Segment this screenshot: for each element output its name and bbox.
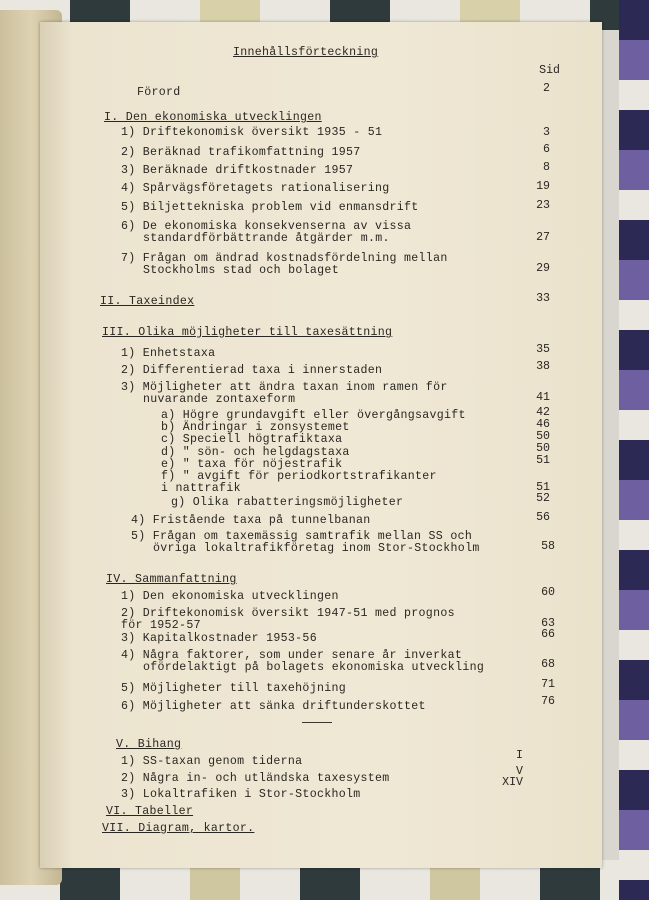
toc-entry-page: 38 bbox=[536, 360, 550, 373]
section-heading: IV. Sammanfattning bbox=[106, 573, 237, 586]
toc-entry: 2) Några in- och utländska taxesystem bbox=[121, 772, 390, 785]
toc-entry-page: 68 bbox=[541, 658, 555, 671]
toc-entry-page: 56 bbox=[536, 511, 550, 524]
toc-subentry: a) Högre grundavgift eller övergångsavgift bbox=[161, 409, 466, 422]
toc-entry: 1) Driftekonomisk översikt 1935 - 51 bbox=[121, 126, 383, 139]
toc-entry: 5) Frågan om taxemässig samtrafik mellan SS och bbox=[131, 530, 473, 543]
toc-entry-page: 60 bbox=[541, 586, 555, 599]
toc-entry: 2) Beräknad trafikomfattning 1957 bbox=[121, 146, 361, 159]
toc-entry: 2) Differentierad taxa i innerstaden bbox=[121, 364, 383, 377]
toc-entry-continuation: standardförbättrande åtgärder m.m. bbox=[143, 232, 390, 245]
toc-subentry: e) " taxa för nöjestrafik bbox=[161, 458, 343, 471]
toc-entry-page: 27 bbox=[536, 231, 550, 244]
toc-entry: 4) Spårvägsföretagets rationalisering bbox=[121, 182, 390, 195]
toc-entry-page: 8 bbox=[543, 161, 550, 174]
section-heading: III. Olika möjligheter till taxesättning bbox=[102, 326, 393, 339]
toc-entry: 3) Kapitalkostnader 1953-56 bbox=[121, 632, 317, 645]
toc-entry-page: 35 bbox=[536, 343, 550, 356]
toc-subentry-page: 42 bbox=[536, 406, 550, 419]
section-heading: V. Bihang bbox=[116, 738, 182, 751]
toc-entry-page: 76 bbox=[541, 695, 555, 708]
toc-entry-page: V bbox=[516, 765, 523, 778]
toc-entry-page: 66 bbox=[541, 628, 555, 641]
toc-entry: 1) Den ekonomiska utvecklingen bbox=[121, 590, 339, 603]
toc-entry-page: I bbox=[516, 749, 523, 762]
toc-subentry: d) " sön- och helgdagstaxa bbox=[161, 446, 350, 459]
toc-entry-page: XIV bbox=[502, 776, 523, 789]
section-heading: II. Taxeindex bbox=[100, 295, 195, 308]
toc-subentry-page: 51 bbox=[536, 454, 550, 467]
toc-entry: 4) Fristående taxa på tunnelbanan bbox=[131, 514, 371, 527]
toc-subentry-page: 52 bbox=[536, 492, 550, 505]
toc-title: Innehållsförteckning bbox=[233, 46, 379, 59]
toc-subentry-continuation: i nattrafik bbox=[161, 482, 241, 495]
preface-label: Förord bbox=[137, 86, 181, 99]
toc-entry: 6) Möjligheter att sänka driftunderskottet bbox=[121, 700, 426, 713]
preface-page: 2 bbox=[543, 82, 550, 95]
toc-entry-continuation: övriga lokaltrafikföretag inom Stor-Stockholm bbox=[153, 542, 480, 555]
toc-entry-page: 63 bbox=[541, 617, 555, 630]
section-heading: VI. Tabeller bbox=[106, 805, 194, 818]
section-separator bbox=[302, 722, 332, 723]
toc-subentry-page: 50 bbox=[536, 430, 550, 443]
toc-entry: 3) Beräknade driftkostnader 1957 bbox=[121, 164, 354, 177]
toc-subentry-page: 51 bbox=[536, 481, 550, 494]
toc-subentry: g) Olika rabatteringsmöjligheter bbox=[171, 496, 404, 509]
toc-entry-page: 6 bbox=[543, 143, 550, 156]
toc-subentry: f) " avgift för periodkortstrafikanter bbox=[161, 470, 437, 483]
toc-entry: 6) De ekonomiska konsekvenserna av vissa bbox=[121, 220, 412, 233]
tablecloth-stripe-right bbox=[619, 0, 649, 900]
toc-entry: 5) Möjligheter till taxehöjning bbox=[121, 682, 346, 695]
toc-entry-page: 71 bbox=[541, 678, 555, 691]
toc-entry: 4) Några faktorer, som under senare år inverkat bbox=[121, 649, 463, 662]
toc-entry-continuation: nuvarande zontaxeform bbox=[143, 393, 296, 406]
toc-entry: 3) Möjligheter att ändra taxan inom ramen för bbox=[121, 381, 448, 394]
toc-subentry: c) Speciell högtrafiktaxa bbox=[161, 433, 343, 446]
toc-entry: 7) Frågan om ändrad kostnadsfördelning mellan bbox=[121, 252, 448, 265]
toc-entry-page: 23 bbox=[536, 199, 550, 212]
section-heading-page: 33 bbox=[536, 292, 550, 305]
toc-entry-page: 19 bbox=[536, 180, 550, 193]
section-heading: I. Den ekonomiska utvecklingen bbox=[104, 111, 322, 124]
section-heading: VII. Diagram, kartor. bbox=[102, 822, 255, 835]
toc-entry-page: 29 bbox=[536, 262, 550, 275]
toc-subentry-page: 46 bbox=[536, 418, 550, 431]
document-page bbox=[40, 22, 602, 868]
toc-subentry-page: 50 bbox=[536, 442, 550, 455]
toc-entry-continuation: Stockholms stad och bolaget bbox=[143, 264, 339, 277]
toc-entry-continuation: för 1952-57 bbox=[121, 619, 201, 632]
toc-entry: 1) Enhetstaxa bbox=[121, 347, 216, 360]
toc-entry-continuation: ofördelaktigt på bolagets ekonomiska utveckling bbox=[143, 661, 485, 674]
toc-subentry: b) Ändringar i zonsystemet bbox=[161, 421, 350, 434]
toc-entry-page: 3 bbox=[543, 126, 550, 139]
toc-entry-page: 58 bbox=[541, 540, 555, 553]
page-column-header: Sid bbox=[539, 64, 560, 77]
toc-entry-page: 41 bbox=[536, 391, 550, 404]
toc-entry: 3) Lokaltrafiken i Stor-Stockholm bbox=[121, 788, 361, 801]
toc-entry: 2) Driftekonomisk översikt 1947-51 med prognos bbox=[121, 607, 455, 620]
toc-entry: 5) Biljettekniska problem vid enmansdrift bbox=[121, 201, 419, 214]
toc-entry: 1) SS-taxan genom tiderna bbox=[121, 755, 303, 768]
